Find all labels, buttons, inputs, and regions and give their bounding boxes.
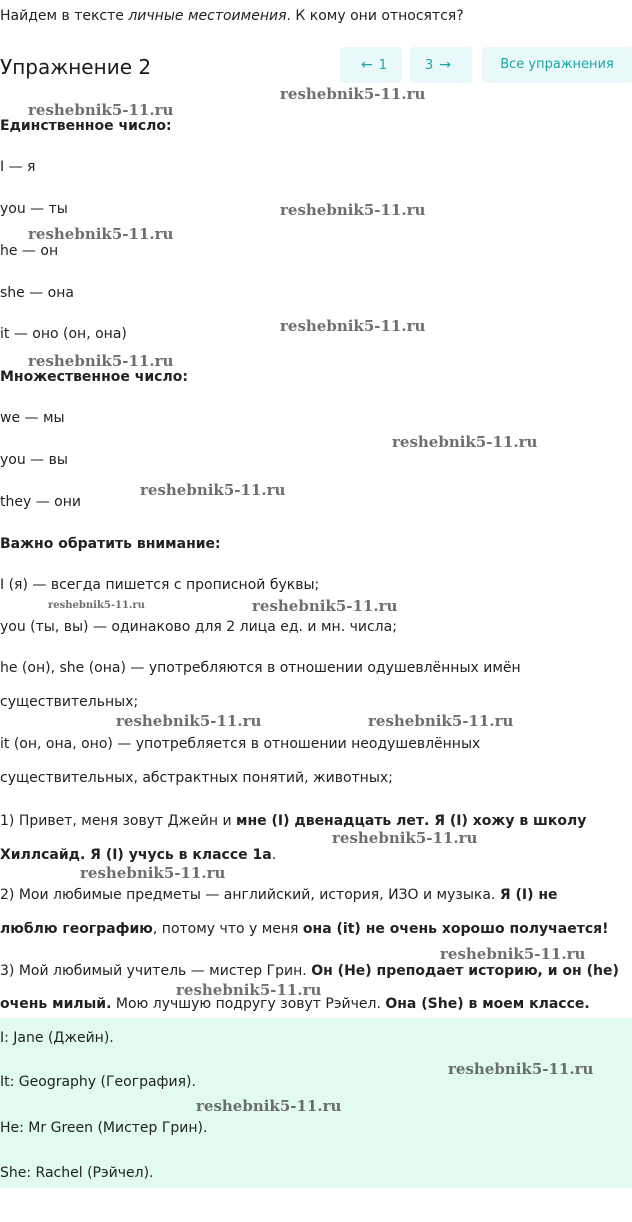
watermark: reshebnik5-11.ru xyxy=(280,85,426,103)
answer-line: She: Rachel (Рэйчел). xyxy=(0,1165,154,1181)
next-exercise-button[interactable] xyxy=(410,47,472,83)
plural-item: you — вы xyxy=(0,452,68,468)
watermark: reshebnik5-11.ru xyxy=(28,352,174,370)
singular-item: you — ты xyxy=(0,201,68,217)
text-normal: 3) Мой любимый учитель — мистер Грин. xyxy=(0,963,312,979)
text-bold: мне (I) двенадцать лет. Я (I) хожу в школу xyxy=(236,813,587,829)
text-paragraph-3 xyxy=(0,962,619,980)
arrow-right-icon: → xyxy=(439,57,451,73)
watermark: reshebnik5-11.ru xyxy=(368,712,514,730)
task-prefix: Найдем в тексте xyxy=(0,8,129,24)
text-bold: она (it) не очень хорошо получается! xyxy=(302,921,609,937)
next-exercise-label: 3 xyxy=(424,58,434,73)
text-bold: Она (She) в моем классе. xyxy=(385,996,590,1012)
note-line: it (он, она, оно) — употребляется в отношении неодушевлённых xyxy=(0,736,481,752)
page-title: Упражнение 2 xyxy=(0,55,152,79)
watermark: reshebnik5-11.ru xyxy=(48,600,145,611)
text-normal: 2) Мои любимые предметы — английский, история, ИЗО и музыка. xyxy=(0,887,500,903)
plural-heading: Множественное число: xyxy=(0,369,188,385)
text-normal: . xyxy=(271,847,277,863)
watermark: reshebnik5-11.ru xyxy=(196,1097,342,1115)
singular-item: it — оно (он, она) xyxy=(0,326,127,342)
task-suffix: . К кому они относятся? xyxy=(286,8,464,24)
plural-item: they — они xyxy=(0,494,81,510)
text-paragraph-1 xyxy=(0,812,586,830)
all-exercises-button[interactable]: Все упражнения xyxy=(482,47,632,83)
text-paragraph-2-cont xyxy=(0,920,609,938)
notes-heading: Важно обратить внимание: xyxy=(0,536,221,552)
watermark: reshebnik5-11.ru xyxy=(392,433,538,451)
watermark: reshebnik5-11.ru xyxy=(80,864,226,882)
singular-item: she — она xyxy=(0,285,74,301)
answer-line: He: Mr Green (Мистер Грин). xyxy=(0,1120,208,1136)
text-bold: Я (I) не xyxy=(499,887,558,903)
watermark: reshebnik5-11.ru xyxy=(28,101,174,119)
text-normal: 1) Привет, меня зовут Джейн и xyxy=(0,813,237,829)
text-paragraph-2 xyxy=(0,886,558,904)
watermark: reshebnik5-11.ru xyxy=(28,225,174,243)
singular-item: he — он xyxy=(0,243,59,259)
watermark: reshebnik5-11.ru xyxy=(448,1060,594,1078)
text-normal: , потому что у меня xyxy=(152,921,303,937)
watermark: reshebnik5-11.ru xyxy=(280,317,426,335)
answer-line: I: Jane (Джейн). xyxy=(0,1030,114,1046)
note-line: you (ты, вы) — одинаково для 2 лица ед. и мн. числа; xyxy=(0,619,397,635)
note-line: существительных; xyxy=(0,694,139,710)
watermark: reshebnik5-11.ru xyxy=(116,712,262,730)
task-italic: личные местоимения xyxy=(128,8,287,24)
answer-line: It: Geography (География). xyxy=(0,1074,196,1090)
text-bold: Он (He) преподает историю, и он (he) xyxy=(311,963,619,979)
watermark: reshebnik5-11.ru xyxy=(140,481,286,499)
text-paragraph-1-cont xyxy=(0,846,276,864)
singular-item: I — я xyxy=(0,159,36,175)
watermark: reshebnik5-11.ru xyxy=(252,597,398,615)
text-bold: Хиллсайд. Я (I) учусь в классе 1a xyxy=(0,847,272,863)
watermark: reshebnik5-11.ru xyxy=(176,981,322,999)
singular-heading: Единственное число: xyxy=(0,118,172,134)
text-bold: люблю географию xyxy=(0,921,153,937)
arrow-left-icon: ← xyxy=(360,57,373,73)
watermark: reshebnik5-11.ru xyxy=(332,829,478,847)
plural-item: we — мы xyxy=(0,410,65,426)
note-line: I (я) — всегда пишется с прописной буквы; xyxy=(0,577,320,593)
watermark: reshebnik5-11.ru xyxy=(280,201,426,219)
text-bold: очень милый. xyxy=(0,996,112,1012)
task-line xyxy=(0,7,464,25)
note-line: he (он), she (она) — употребляются в отношении одушевлённых имён xyxy=(0,660,521,676)
prev-exercise-label: 1 xyxy=(378,58,387,73)
text-normal: Мою лучшую подругу зовут Рэйчел. xyxy=(111,996,386,1012)
prev-exercise-button[interactable] xyxy=(340,47,402,83)
note-line: существительных, абстрактных понятий, животных; xyxy=(0,770,393,786)
watermark: reshebnik5-11.ru xyxy=(440,945,586,963)
